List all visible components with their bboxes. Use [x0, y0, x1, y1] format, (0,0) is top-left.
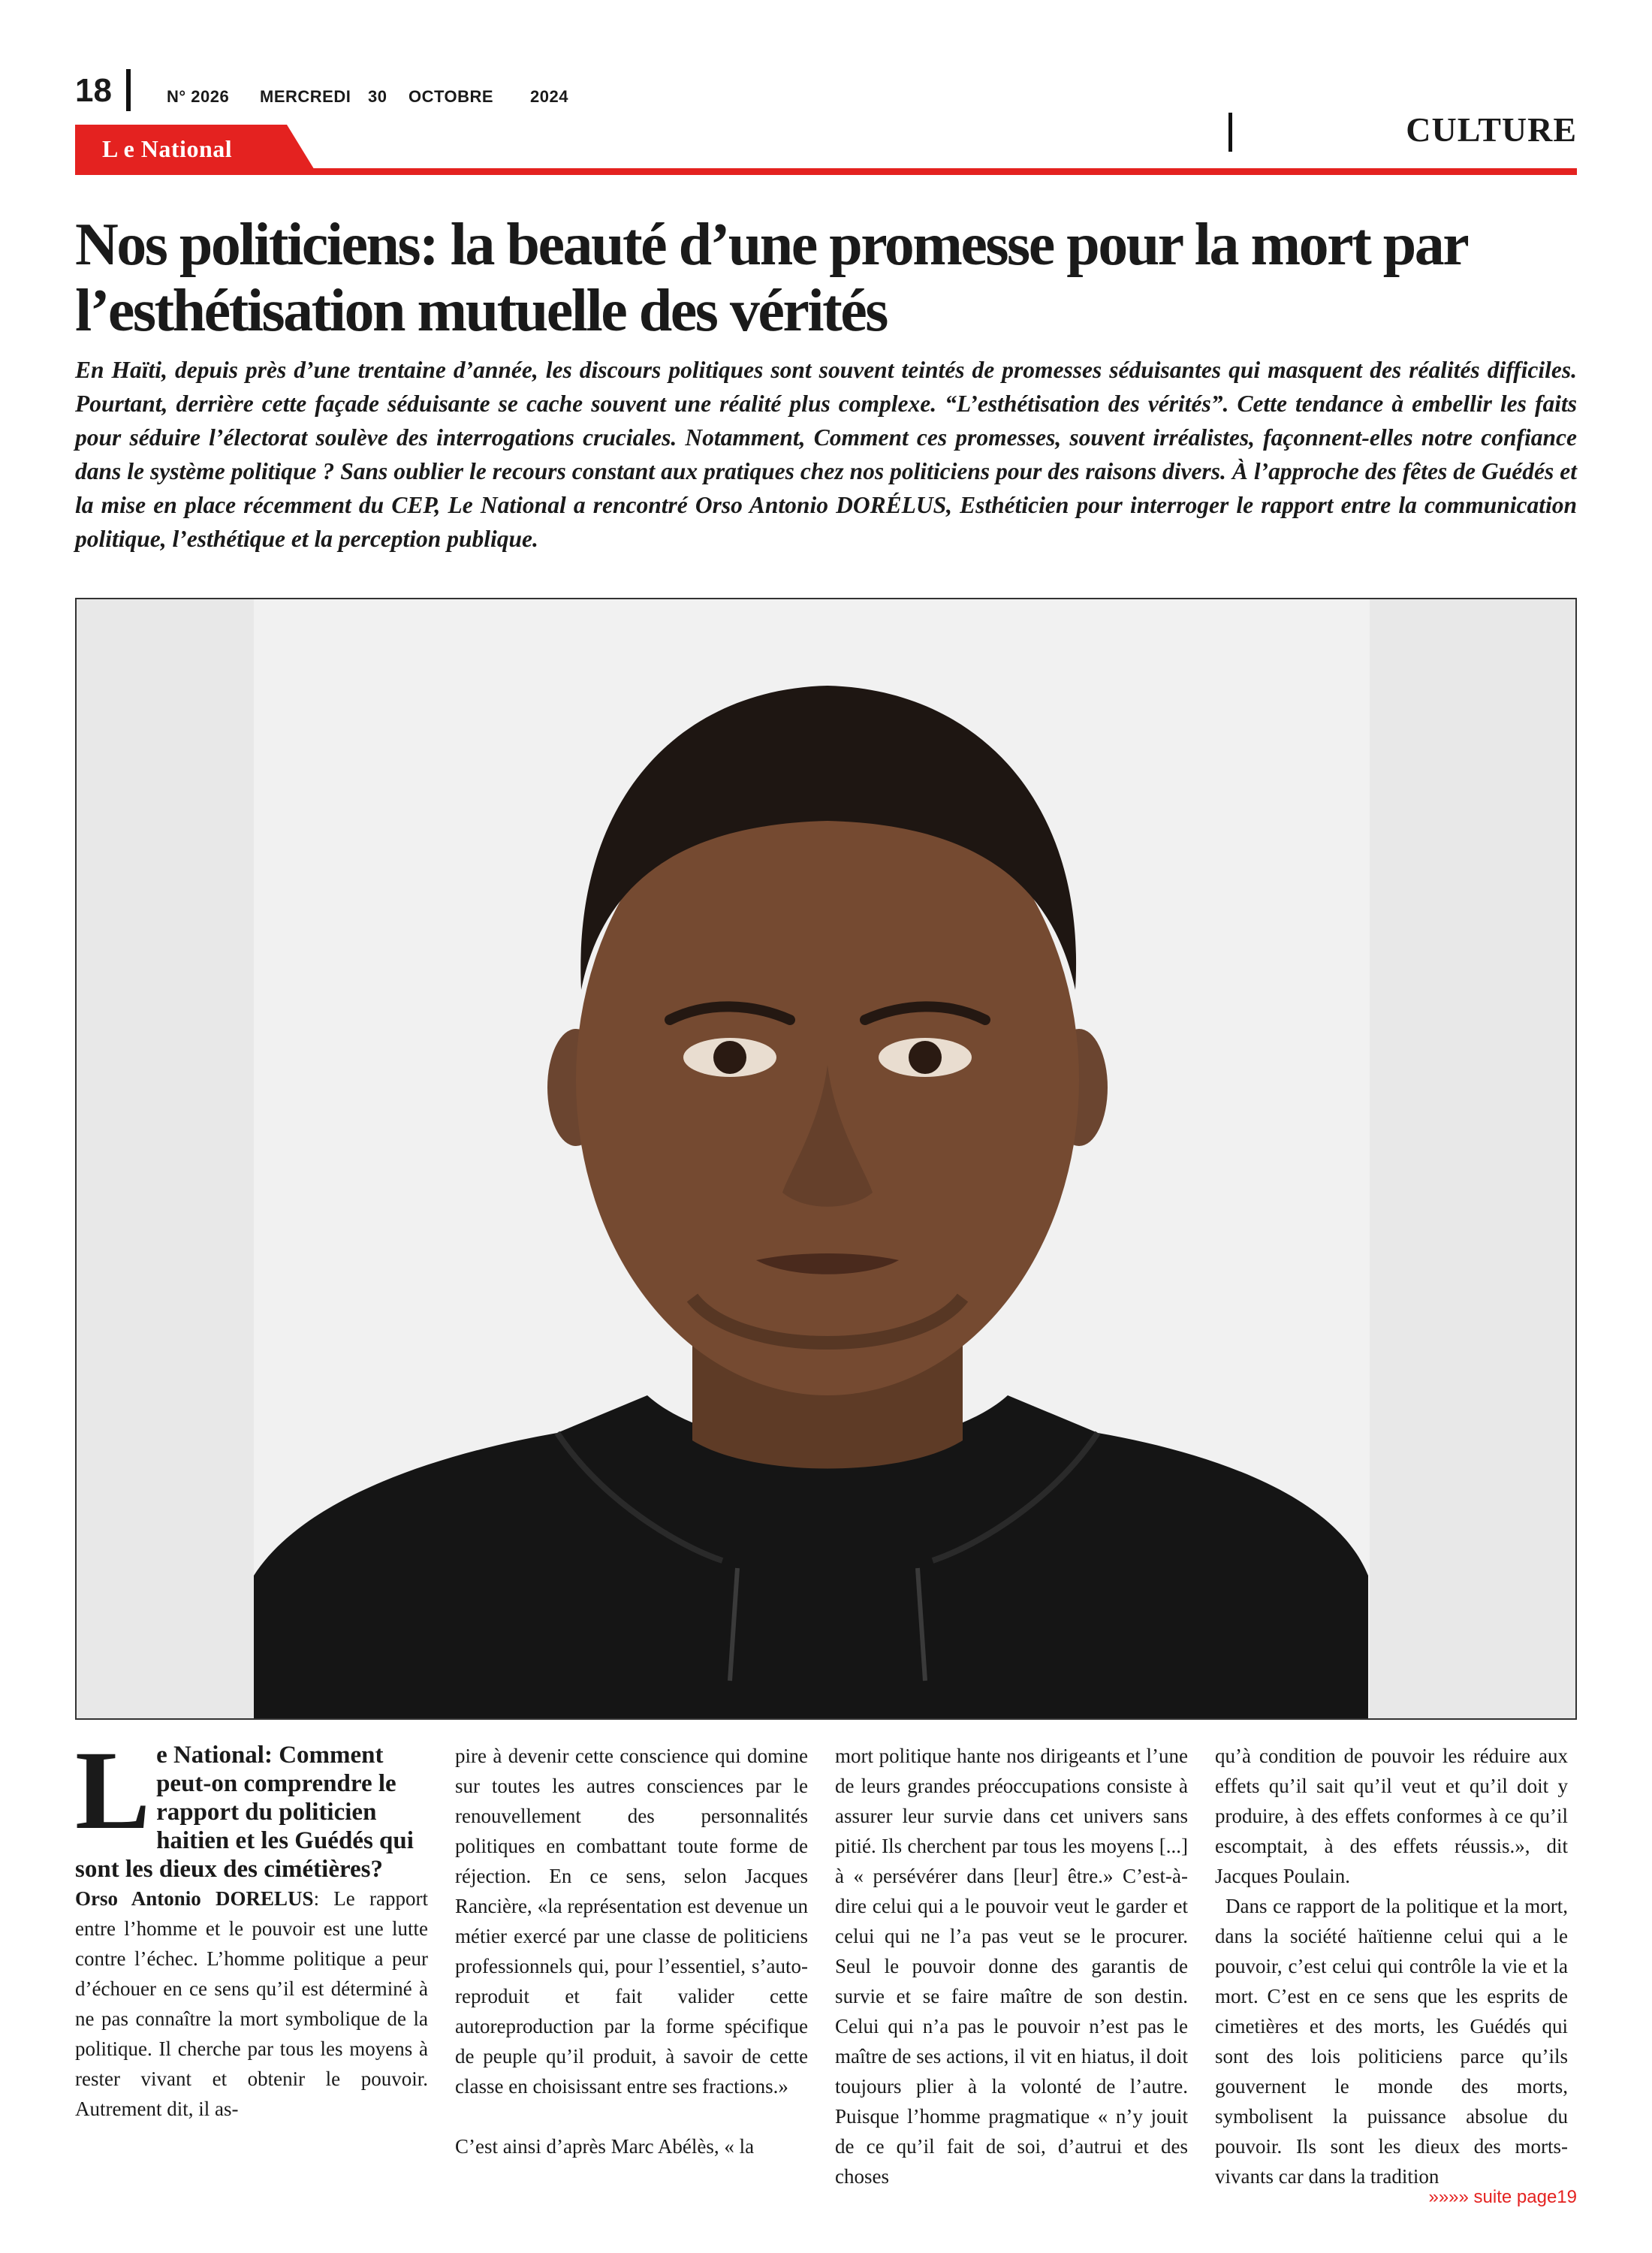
body-paragraph: Dans ce rapport de la politique et la mort, dans la société haïtienne celui qui a le pouvoir, c’est celui qui contrôle la vie et la mort. C’est en ce sens que les esprits de cimetières et des morts, les Guédés qui sont des lois politiciens parce qu’ils gouvernent le monde des morts, symbolisent la puissance absolue du pouvoir. Ils sont les dieux des morts-vivants car dans la tradition: [1215, 1895, 1568, 2188]
article-column-2: [455, 1741, 808, 2161]
header-rule: [75, 168, 1577, 175]
article-lead: En Haïti, depuis près d’une trentaine d’année, les discours politiques sont souvent teintés de promesses séduisantes qui masquent des réalités difficiles. Pourtant, derrière cette façade séduisante se cache souvent une réalité plus complexe. “L’esthétisation des vérités”. Cette tendance à embellir les faits pour séduire l’électorat soulève des interrogations cruciales. Notamment, Comment ces promesses, souvent irréalistes, façonnent-elles notre confiance dans le système politique ? Sans oublier le recours constant aux pratiques chez nos politiciens pour des raisons divers. À l’approche des fêtes de Guédés et la mise en place récemment du CEP, Le National a rencontré Orso Antonio DORÉLUS, Esthéticien pour interroger le rapport entre la communication politique, l’esthétique et la perception publique.: [75, 357, 1577, 552]
answer-text: : Le rapport entre l’homme et le pouvoir est une lutte contre l’échec. L’homme politique a peur d’échouer en ce sens qu’il est déterminé à ne pas connaître la mort symbolique de la politique. Il cherche par tous les moyens à rester vivant et obtenir le pouvoir. Autrement dit, il as-: [75, 1887, 429, 2120]
paragraph-gap: [455, 2101, 808, 2131]
section-label: CULTURE: [1406, 110, 1577, 149]
header-divider: [126, 69, 131, 111]
article-column-1: [75, 1728, 429, 2124]
issue-number: N° 2026: [167, 87, 230, 106]
continued-link[interactable]: »»»» suite page19: [1428, 2187, 1577, 2207]
answer-paragraph: [75, 1884, 428, 2124]
article-column-4: [1215, 1741, 1568, 2191]
body-paragraph: mort politique hante nos dirigeants et l’une de leurs grandes préoccupations consiste à assurer leur survie dans cet univers sans pitié. Ils cherchent par tous les moyens [...] à « persévérer dans [leur] être.» C’est-à-dire celui qui a le pouvoir veut le garder et celui qui ne l’a pas veut se le procurer. Seul le pouvoir donne des garantis de survie et se faire maître de son destin. Celui qui n’a pas le pouvoir n’est pas le maître de ses actions, il vit en hiatus, il doit toujours plier à la volonté de l’autre. Puisque l’homme pragmatique « n’y jouit de ce qu’il fait de soi, d’autrui et des choses: [835, 1745, 1188, 2188]
brand-name: L e National: [102, 135, 233, 162]
body-paragraph: pire à devenir cette conscience qui domine sur toutes les autres consciences par le renouvellement des personnalités politiques en combattant toute forme de réjection. En ce sens, selon Jacques Rancière, «la représentation est devenue un métier exercé par une classe de politiciens professionnels qui, pour l’essentiel, s’auto-reproduit et fait valider cette autoreproduction par la forme spécifique de peuple qu’il produit, à savoir de cette classe en choisissant entre ses fractions.»: [455, 1745, 808, 2098]
portrait-photo: [75, 598, 1577, 1720]
issue-month: OCTOBRE: [408, 87, 494, 106]
section-divider: [1228, 113, 1232, 152]
dropcap-letter: L: [75, 1728, 151, 1853]
page-number: 18: [75, 72, 112, 109]
article-headline: Nos politiciens: la beauté d’une promesse pour la mort par l’esthétisation mutuelle des vérités: [75, 212, 1467, 344]
issue-date-day: 30: [368, 87, 387, 106]
speaker-name: Orso Antonio DORELUS: [75, 1887, 314, 1910]
article-column-3: [835, 1741, 1188, 2191]
issue-year: 2024: [530, 87, 568, 106]
interview-question: e National: Comment peut-on comprendre le rapport du politicien haitien et les Guédés qui sont les dieux des cimétières?: [75, 1742, 414, 1883]
portrait-illustration: [77, 599, 1575, 1718]
issue-day: MERCREDI: [260, 87, 351, 106]
brand-tab: [75, 125, 315, 171]
body-paragraph: C’est ainsi d’après Marc Abélès, « la: [455, 2135, 755, 2158]
body-paragraph: qu’à condition de pouvoir les réduire aux effets qu’il sait qu’il veut et qu’il doit y produire, à des effets conformes à ce qu’il escomptait, à des effets réussis.», dit Jacques Poulain.: [1215, 1745, 1568, 1887]
